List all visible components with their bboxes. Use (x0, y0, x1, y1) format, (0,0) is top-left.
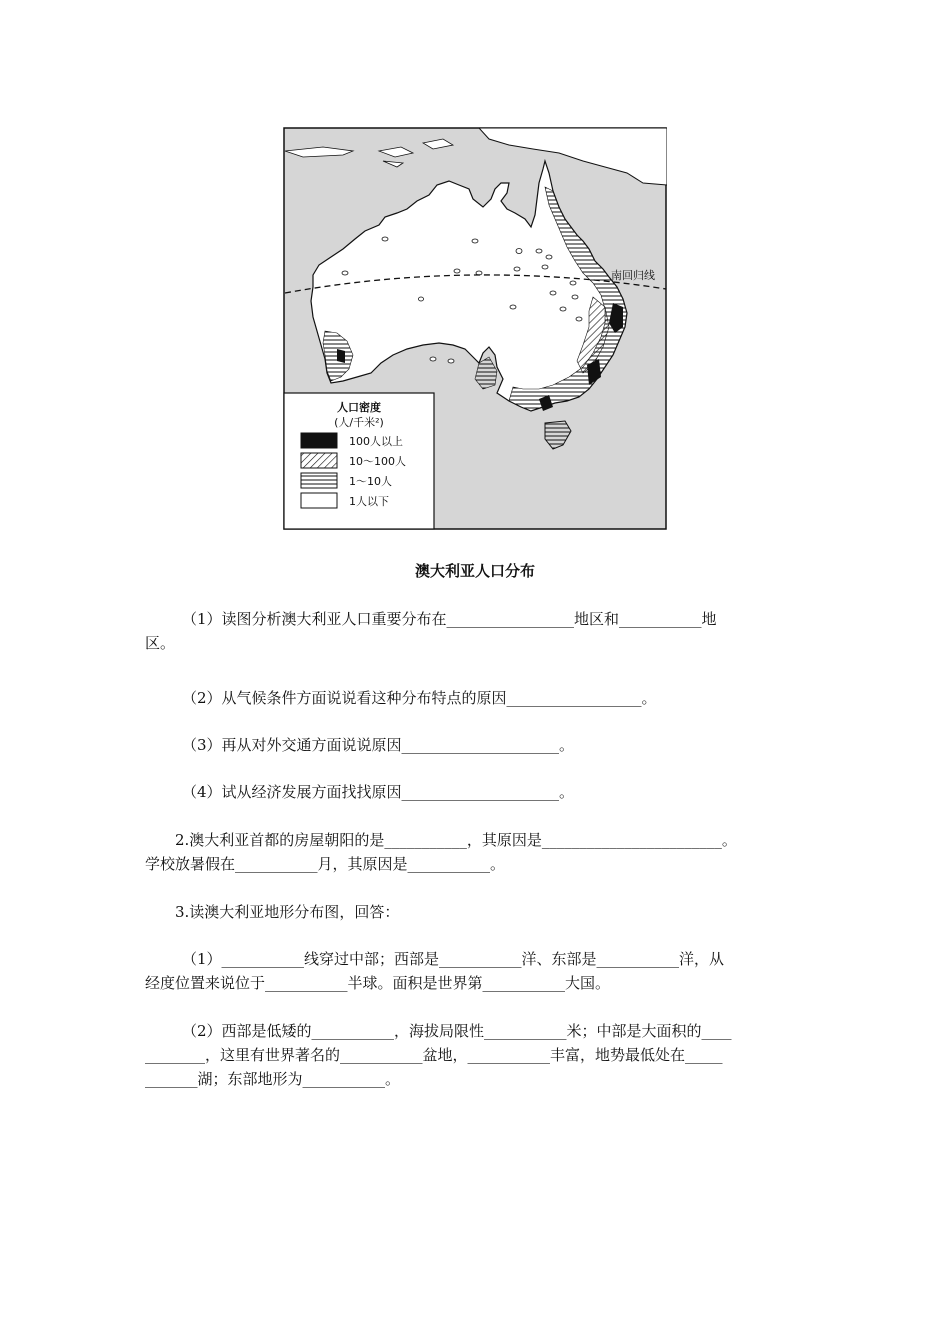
legend-swatch-blank (301, 493, 337, 508)
legend-unit: (人/千米²) (334, 416, 384, 429)
legend-box (284, 393, 434, 529)
question-1-3: （3）再从对外交通方面说说原因_____________________。 (182, 736, 575, 754)
question-1-2: （2）从气候条件方面说说看这种分布特点的原因__________________。 (182, 689, 657, 707)
question-1-1: （1）读图分析澳大利亚人口重要分布在_________________地区和___________地 区。 (145, 610, 717, 652)
legend-title: 人口密度 (337, 401, 381, 414)
legend-swatch-horizontal (301, 473, 337, 488)
legend-swatch-solid (301, 433, 337, 448)
map-caption: 澳大利亚人口分布 (414, 562, 535, 580)
australia-population-map (283, 127, 667, 530)
legend-item-label: 100人以上 (349, 435, 403, 448)
legend-item-label: 1～10人 (349, 475, 392, 488)
question-3-1: （1）___________线穿过中部；西部是___________洋、东部是___________洋，从 经度位置来说位于___________半球。面积是世界第___________大国。 (145, 950, 725, 992)
question-2: 2.澳大利亚首都的房屋朝阳的是___________，其原因是________________________。 学校放暑假在___________月，其原因是___________。 (145, 831, 737, 873)
legend-item-label: 1人以下 (349, 495, 389, 508)
tropic-label: 南回归线 (611, 269, 655, 282)
legend-item-label: 10～100人 (349, 455, 406, 468)
question-1-4: （4）试从经济发展方面找找原因_____________________。 (182, 783, 575, 801)
legend-swatch-diagonal (301, 453, 337, 468)
question-3-heading: 3.读澳大利亚地形分布图，回答： (175, 903, 400, 921)
question-3-2: （2）西部是低矮的___________，海拔局限性___________米；中部是大面积的____ ________，这里有世界著名的___________盆地，___________丰富，地势最低处在_____ _______湖；东部地形为___________。 (145, 1022, 732, 1088)
southwest-dense-zone (337, 349, 345, 363)
